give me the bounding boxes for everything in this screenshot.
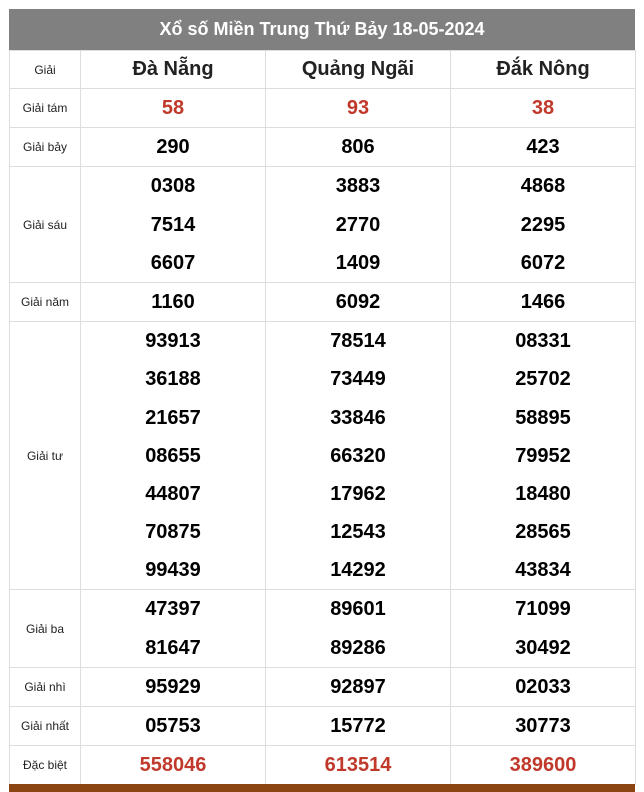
- prize-cell: [266, 746, 451, 785]
- header-row: [10, 51, 636, 89]
- prize-number: 7514: [150, 213, 196, 236]
- prize-cell: [81, 89, 266, 128]
- prize-row-giai-tam: [10, 89, 636, 128]
- prize-number: 3883: [335, 175, 381, 198]
- prize-row-giai-ba: [10, 590, 636, 667]
- prize-cell: [266, 667, 451, 706]
- prize-number: 21657: [145, 406, 201, 429]
- prize-cell: [81, 667, 266, 706]
- prize-row-giai-tu: [10, 322, 636, 590]
- prize-number: 6092: [335, 290, 381, 313]
- prize-cell: [451, 590, 636, 667]
- prize-number: 806: [341, 136, 375, 159]
- prize-number: 18480: [515, 482, 571, 505]
- province-da-nang[interactable]: Đà Nẵng: [81, 51, 266, 89]
- header-label: Giải: [10, 51, 81, 89]
- prize-number: 95929: [145, 675, 201, 698]
- prize-number: 08655: [145, 444, 201, 467]
- prize-number: 30773: [515, 715, 571, 737]
- prize-cell: [451, 89, 636, 128]
- prize-number: 02033: [515, 675, 571, 698]
- prize-cell: [451, 282, 636, 321]
- prize-number: 92897: [330, 675, 386, 698]
- prize-label: Giải ba: [10, 590, 81, 667]
- prize-number: 44807: [145, 482, 201, 505]
- prize-cell: [451, 128, 636, 167]
- footer-bar: [9, 784, 635, 792]
- prize-cell: [266, 89, 451, 128]
- prize-row-dac-biet: [10, 746, 636, 785]
- prize-number: 613514: [324, 754, 392, 777]
- prize-number: 93: [346, 97, 370, 119]
- prize-cell: [81, 322, 266, 590]
- prize-row-giai-bay: [10, 128, 636, 167]
- prize-number: 38: [531, 97, 555, 119]
- prize-cell: [451, 667, 636, 706]
- prize-number: 6607: [150, 251, 196, 274]
- prize-cell: [266, 590, 451, 667]
- prize-number: 290: [156, 136, 190, 159]
- prize-cell: [266, 167, 451, 283]
- prize-number: 81647: [145, 636, 201, 659]
- prize-number: 05753: [145, 715, 201, 737]
- prize-number: 47397: [145, 598, 201, 621]
- prize-number: 78514: [330, 330, 386, 353]
- prize-number: 58895: [515, 406, 571, 429]
- prize-label: Đặc biệt: [10, 746, 81, 785]
- prize-number: 1409: [335, 251, 381, 274]
- prize-number: 25702: [515, 368, 571, 391]
- prize-number: 17962: [330, 482, 386, 505]
- prize-number: 0308: [150, 175, 196, 198]
- prize-number: 79952: [515, 444, 571, 467]
- prize-cell: [81, 167, 266, 283]
- prize-row-giai-nhat: [10, 707, 636, 746]
- prize-number: 89601: [330, 598, 386, 621]
- prize-label: Giải năm: [10, 282, 81, 321]
- prize-number: 30492: [515, 636, 571, 659]
- prize-number: 36188: [145, 368, 201, 391]
- prize-number: 423: [526, 136, 560, 159]
- prize-number: 89286: [330, 636, 386, 659]
- prize-number: 2770: [335, 213, 381, 236]
- prize-cell: [81, 746, 266, 785]
- prize-cell: [451, 746, 636, 785]
- prize-cell: [81, 590, 266, 667]
- prize-cell: [266, 707, 451, 746]
- prize-number: 43834: [515, 559, 571, 582]
- prize-row-giai-sau: [10, 167, 636, 283]
- prize-label: Giải tám: [10, 89, 81, 128]
- prize-number: 93913: [145, 330, 201, 353]
- prize-number: 71099: [515, 598, 571, 621]
- prize-cell: [451, 322, 636, 590]
- prize-cell: [266, 282, 451, 321]
- results-table: [9, 50, 636, 785]
- prize-number: 389600: [509, 754, 577, 777]
- prize-cell: [451, 707, 636, 746]
- prize-number: 66320: [330, 444, 386, 467]
- lottery-results-panel: [9, 9, 635, 785]
- prize-number: 99439: [145, 559, 201, 582]
- prize-cell: [81, 128, 266, 167]
- prize-label: Giải sáu: [10, 167, 81, 283]
- prize-row-giai-nam: [10, 282, 636, 321]
- prize-cell: [451, 167, 636, 283]
- province-quang-ngai[interactable]: Quảng Ngãi: [266, 51, 451, 89]
- prize-number: 12543: [330, 521, 386, 544]
- prize-number: 73449: [330, 368, 386, 391]
- prize-number: 14292: [330, 559, 386, 582]
- prize-label: Giải nhất: [10, 707, 81, 746]
- prize-number: 58: [161, 97, 185, 119]
- prize-label: Giải tư: [10, 322, 81, 590]
- prize-cell: [266, 322, 451, 590]
- prize-number: 15772: [330, 715, 386, 737]
- prize-number: 6072: [520, 251, 566, 274]
- prize-row-giai-nhi: [10, 667, 636, 706]
- prize-cell: [266, 128, 451, 167]
- results-title: Xổ số Miền Trung Thứ Bảy 18-05-2024: [9, 9, 635, 50]
- prize-number: 08331: [515, 330, 571, 353]
- prize-number: 33846: [330, 406, 386, 429]
- prize-number: 70875: [145, 521, 201, 544]
- prize-number: 2295: [520, 213, 566, 236]
- prize-number: 1160: [151, 290, 195, 313]
- prize-label: Giải bảy: [10, 128, 81, 167]
- prize-number: 4868: [520, 175, 566, 198]
- province-dak-nong[interactable]: Đắk Nông: [451, 51, 636, 89]
- prize-label: Giải nhì: [10, 667, 81, 706]
- prize-number: 28565: [515, 521, 571, 544]
- prize-number: 1466: [520, 290, 566, 313]
- prize-cell: [81, 282, 266, 321]
- prize-cell: [81, 707, 266, 746]
- prize-number: 558046: [139, 754, 207, 777]
